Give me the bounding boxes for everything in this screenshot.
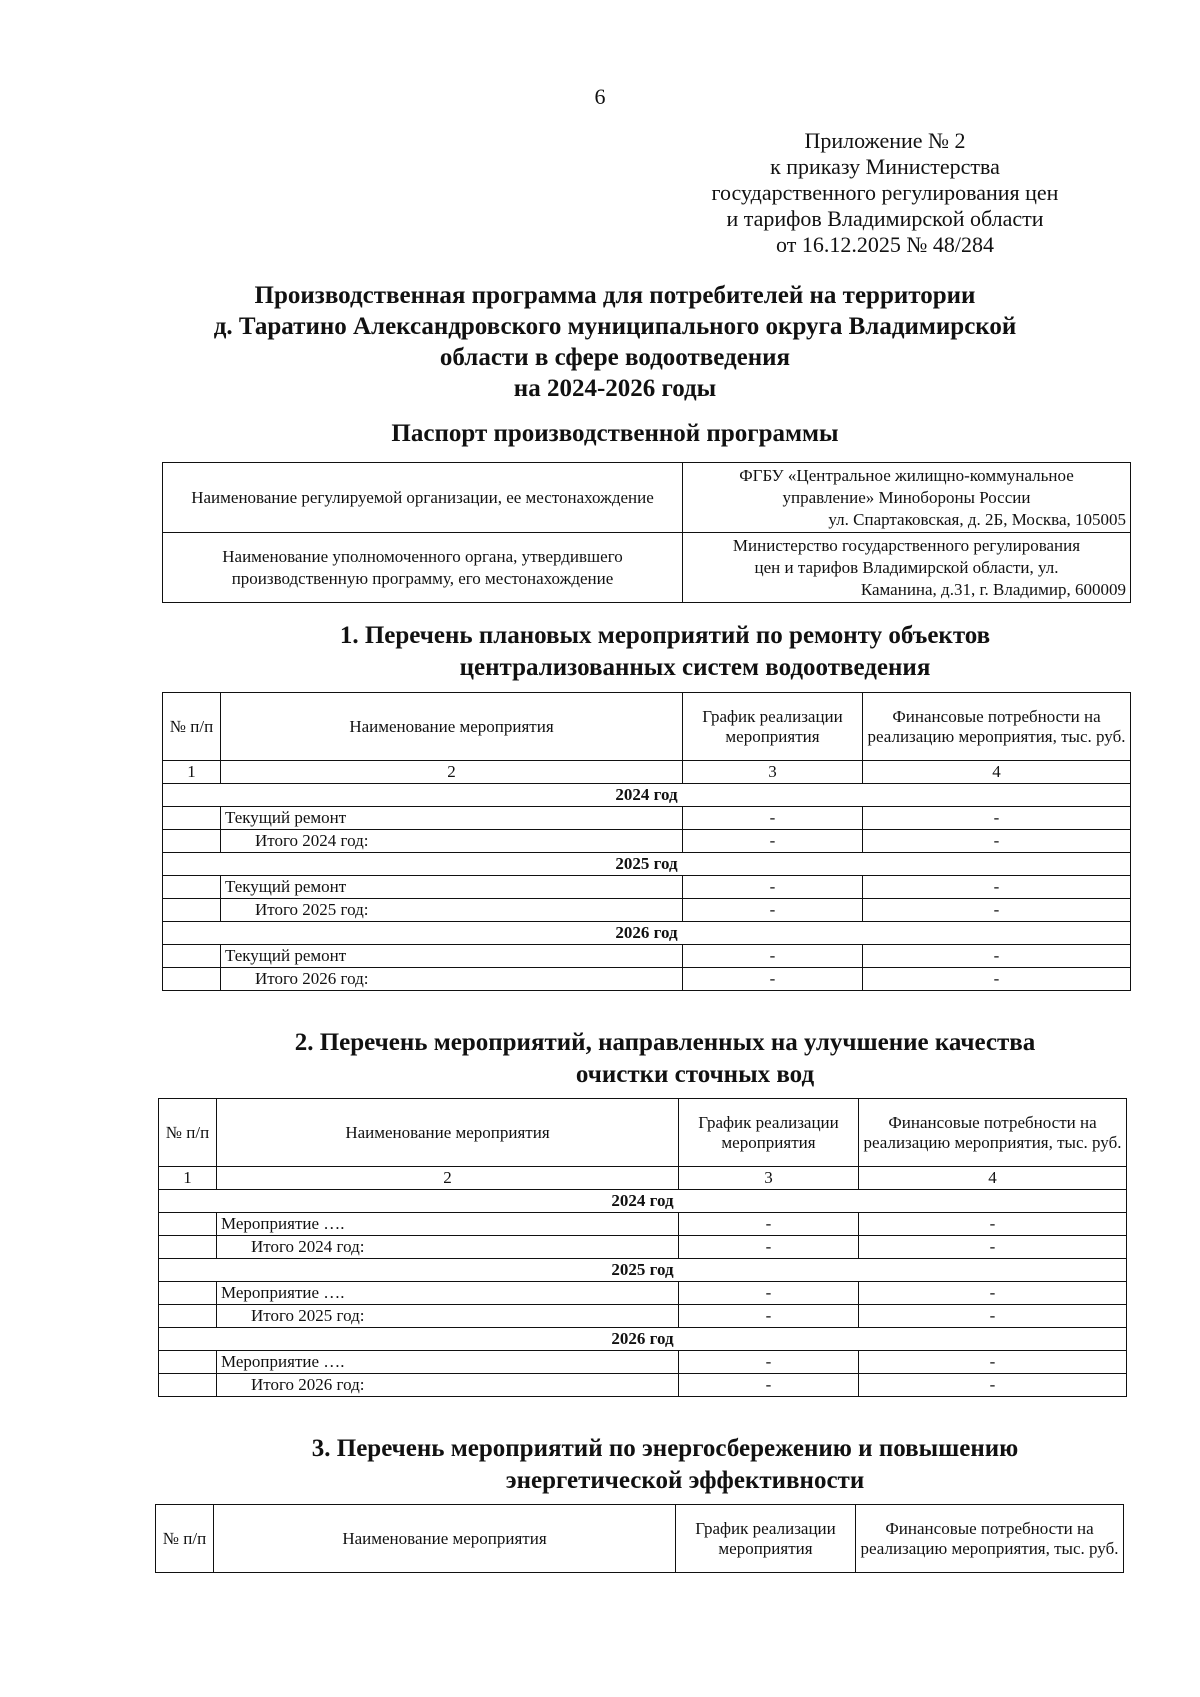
item-name: Мероприятие …. [217,1351,679,1374]
item-schedule: - [679,1213,859,1236]
total-finance: - [863,830,1131,853]
num-cell [159,1236,217,1259]
year-row [163,784,1131,807]
index-cell: 4 [859,1167,1127,1190]
index-cell: 4 [863,761,1131,784]
section-title-line: 3. Перечень мероприятий по энергосбережению и повышению [311,1435,1019,1462]
index-cell: 1 [159,1167,217,1190]
total-finance: - [859,1305,1127,1328]
table-row [163,876,1131,899]
header-schedule: График реализации мероприятия [679,1099,859,1167]
header-num: № п/п [163,693,221,761]
year-row [159,1259,1127,1282]
index-cell: 2 [217,1167,679,1190]
year-row [163,922,1131,945]
total-schedule: - [683,899,863,922]
num-cell [163,968,221,991]
num-cell [163,945,221,968]
header-schedule: График реализации мероприятия [683,693,863,761]
table-row [163,945,1131,968]
header-name: Наименование мероприятия [217,1099,679,1167]
section-2-title [200,1027,1130,1091]
item-finance: - [859,1351,1127,1374]
section-title-line: очистки сточных вод [575,1061,815,1088]
item-schedule: - [679,1282,859,1305]
total-row [163,968,1131,991]
table-row [159,1351,1127,1374]
index-cell: 2 [221,761,683,784]
passport-row [163,463,1131,533]
total-row [159,1236,1127,1259]
section-3-title [200,1433,1130,1497]
title-line: Производственная программа для потребителей на территории [254,282,976,309]
num-cell [159,1351,217,1374]
passport-value-line: цен и тарифов Владимирской области, ул. [754,557,1059,577]
appendix-line: государственного регулирования цен [711,180,1059,205]
title-line: д. Таратино Александровского муниципального округа Владимирской [213,313,1017,340]
table-header-row [156,1505,1124,1573]
item-schedule: - [683,807,863,830]
total-label: Итого 2026 год: [217,1374,679,1397]
year-cell: 2025 год [163,853,1131,876]
table-row [159,1282,1127,1305]
total-row [163,899,1131,922]
item-name: Текущий ремонт [221,945,683,968]
year-cell: 2026 год [159,1328,1127,1351]
item-finance: - [863,876,1131,899]
title-line: на 2024-2026 годы [513,375,717,402]
total-label: Итого 2025 год: [221,899,683,922]
total-label: Итого 2024 год: [221,830,683,853]
passport-value-line: ул. Спартаковская, д. 2Б, Москва, 105005 [828,509,1126,529]
table-header-row [159,1099,1127,1167]
year-row [159,1328,1127,1351]
passport-table [162,462,1131,603]
total-schedule: - [683,968,863,991]
num-cell [159,1374,217,1397]
section-title-line: энергетической эффективности [505,1467,865,1494]
header-schedule: График реализации мероприятия [676,1505,856,1573]
item-finance: - [859,1282,1127,1305]
section-title-line: 2. Перечень мероприятий, направленных на улучшение качества [294,1029,1036,1056]
section-3-table [155,1504,1124,1573]
table-row [159,1213,1127,1236]
total-schedule: - [679,1374,859,1397]
num-cell [159,1305,217,1328]
passport-value-line: Министерство государственного регулирования [732,535,1081,555]
passport-label: Наименование уполномоченного органа, утвердившего производственную программу, его местонахождение [163,533,683,603]
num-cell [163,807,221,830]
index-cell: 3 [679,1167,859,1190]
total-label: Итого 2024 год: [217,1236,679,1259]
appendix-line: к приказу Министерства [770,154,1000,179]
header-finance: Финансовые потребности на реализацию мероприятия, тыс. руб. [859,1099,1127,1167]
passport-label: Наименование регулируемой организации, ее местонахождение [163,463,683,533]
num-cell [163,876,221,899]
item-schedule: - [683,945,863,968]
section-1-table [162,692,1131,991]
page-number: 6 [594,84,606,109]
title-line: области в сфере водоотведения [439,344,791,371]
appendix-line: и тарифов Владимирской области [726,206,1044,231]
total-row [159,1305,1127,1328]
passport-value [683,533,1131,603]
total-label: Итого 2025 год: [217,1305,679,1328]
item-name: Мероприятие …. [217,1282,679,1305]
num-cell [159,1213,217,1236]
item-schedule: - [683,876,863,899]
item-finance: - [863,807,1131,830]
item-name: Текущий ремонт [221,876,683,899]
total-finance: - [859,1236,1127,1259]
passport-title: Паспорт производственной программы [391,420,839,447]
total-row [159,1374,1127,1397]
total-finance: - [863,968,1131,991]
item-name: Мероприятие …. [217,1213,679,1236]
passport-value-line: Каманина, д.31, г. Владимир, 600009 [860,579,1126,599]
total-schedule: - [679,1236,859,1259]
section-title-line: 1. Перечень плановых мероприятий по ремонту объектов [339,622,991,649]
table-index-row [163,761,1131,784]
document-title [150,280,1080,404]
passport-value-line: управление» Минобороны России [782,487,1031,507]
table-index-row [159,1167,1127,1190]
appendix-line: от 16.12.2025 № 48/284 [776,232,994,257]
total-row [163,830,1131,853]
passport-row [163,533,1131,603]
total-schedule: - [683,830,863,853]
header-name: Наименование мероприятия [214,1505,676,1573]
section-title-line: централизованных систем водоотведения [459,654,931,681]
total-label: Итого 2026 год: [221,968,683,991]
num-cell [163,830,221,853]
passport-value-line: ФГБУ «Центральное жилищно-коммунальное [739,465,1074,485]
header-name: Наименование мероприятия [221,693,683,761]
num-cell [163,899,221,922]
total-finance: - [863,899,1131,922]
year-cell: 2024 год [163,784,1131,807]
table-header-row [163,693,1131,761]
item-finance: - [859,1213,1127,1236]
year-cell: 2024 год [159,1190,1127,1213]
year-cell: 2026 год [163,922,1131,945]
header-finance: Финансовые потребности на реализацию мероприятия, тыс. руб. [856,1505,1124,1573]
passport-value [683,463,1131,533]
header-finance: Финансовые потребности на реализацию мероприятия, тыс. руб. [863,693,1131,761]
header-num: № п/п [159,1099,217,1167]
appendix-line: Приложение № 2 [804,128,966,153]
index-cell: 1 [163,761,221,784]
year-cell: 2025 год [159,1259,1127,1282]
year-row [163,853,1131,876]
appendix-block [690,128,1080,258]
item-finance: - [863,945,1131,968]
year-row [159,1190,1127,1213]
header-num: № п/п [156,1505,214,1573]
num-cell [159,1282,217,1305]
section-2-table [158,1098,1127,1397]
item-name: Текущий ремонт [221,807,683,830]
index-cell: 3 [683,761,863,784]
table-row [163,807,1131,830]
total-schedule: - [679,1305,859,1328]
total-finance: - [859,1374,1127,1397]
item-schedule: - [679,1351,859,1374]
section-1-title [200,620,1130,684]
